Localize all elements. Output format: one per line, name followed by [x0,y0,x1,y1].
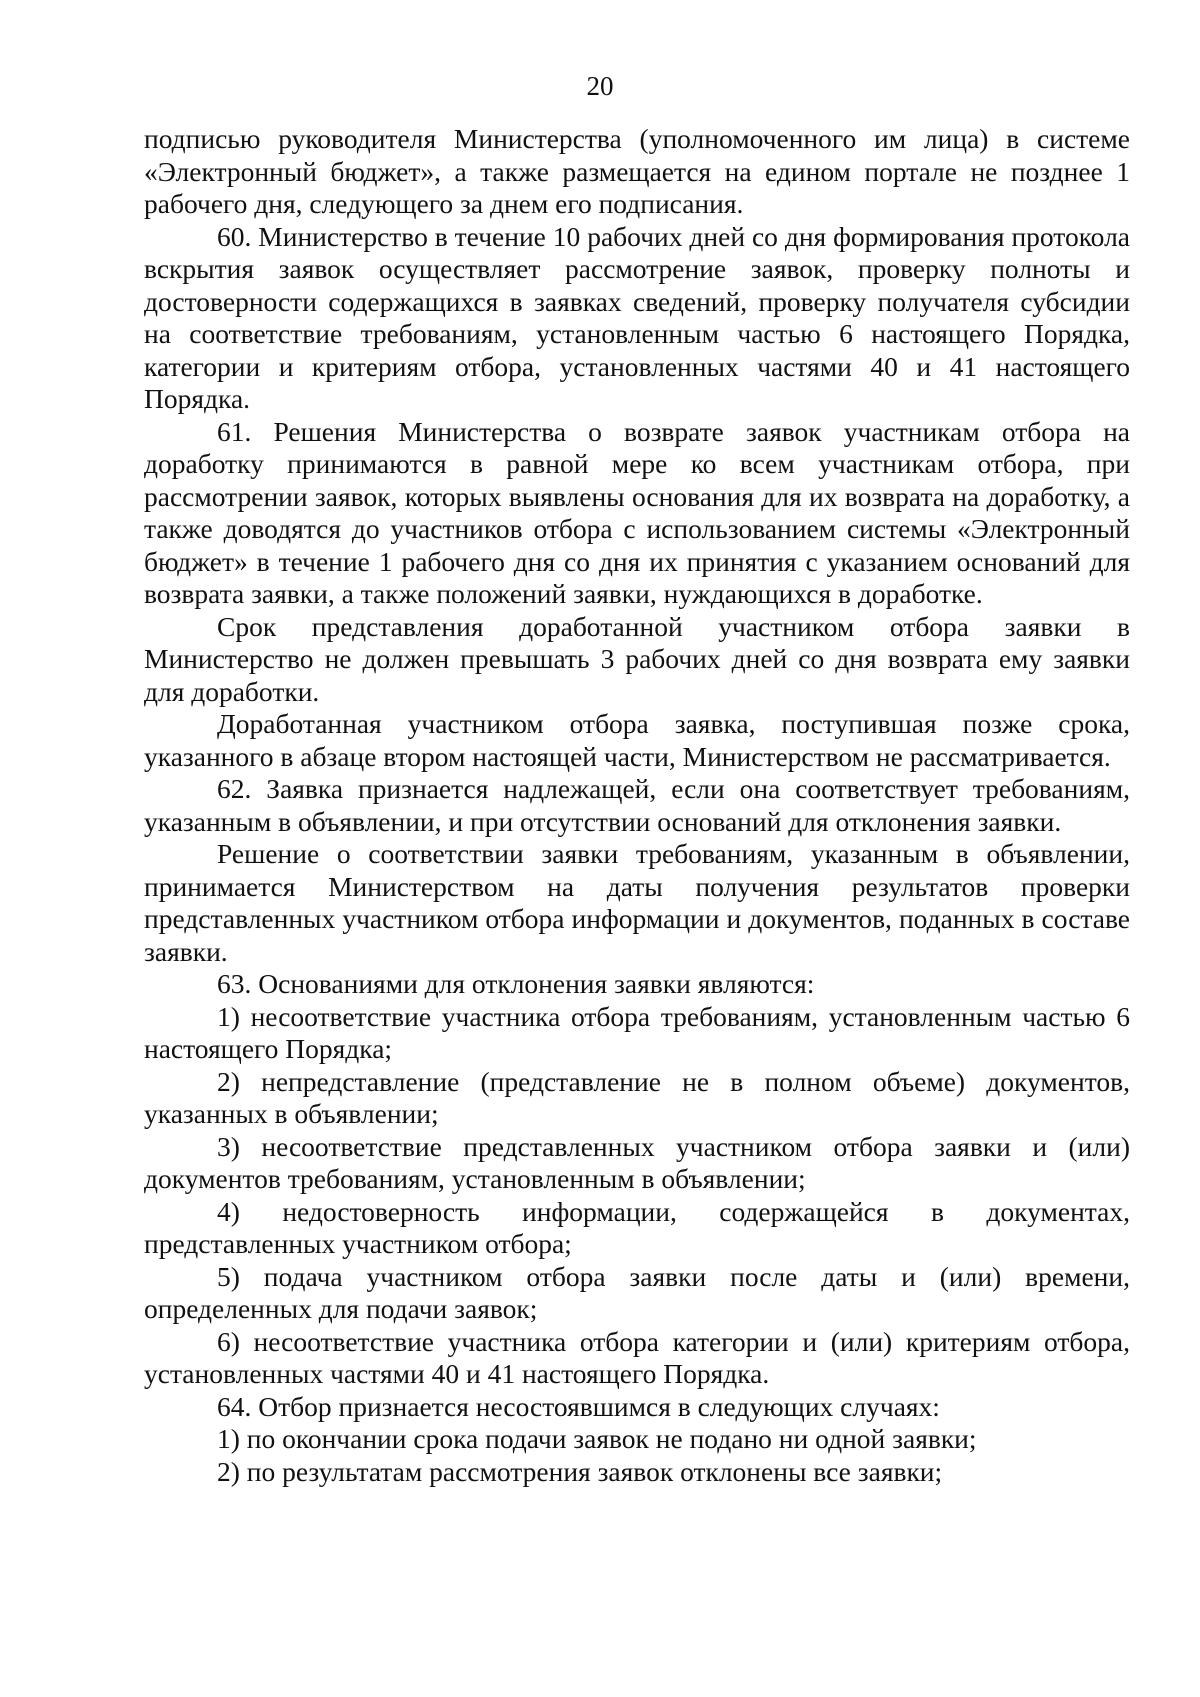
paragraph-62: 62. Заявка признается надлежащей, если она соответствует требованиям, указанным в объявлении, и при отсутствии оснований для отклонения заявки. [144,773,1130,837]
paragraph-61-late-submission: Доработанная участником отбора заявка, поступившая позже срока, указанного в абзаце втором настоящей части, Министерством не рассматривается. [144,708,1130,772]
list-item-63-5: 5) подача участником отбора заявки после даты и (или) времени, определенных для подачи заявок; [144,1260,1130,1324]
list-item-64-2: 2) по результатам рассмотрения заявок отклонены все заявки; [217,1455,943,1487]
paragraph-60: 60. Министерство в течение 10 рабочих дней со дня формирования протокола вскрытия заявок осуществляет рассмотрение заявок, проверку полноты и достоверности содержащихся в заявках сведений, проверку получателя субсидии на соответствие требованиям, установленным частью 6 настоящего Порядка, категории и критериям отбора, установленных частями 40 и 41 настоящего Порядка. [144,220,1130,414]
list-item-63-4: 4) недостоверность информации, содержащейся в документах, представленных участником отбора; [144,1195,1130,1259]
list-item-64-1: 1) по окончании срока подачи заявок не подано ни одной заявки; [217,1423,977,1454]
paragraph-61-deadline: Срок представления доработанной участником отбора заявки в Министерство не должен превышать 3 рабочих дней со дня возврата ему заявки для доработки. [144,610,1130,707]
paragraph-64: 64. Отбор признается несостоявшимся в следующих случаях: [217,1390,940,1422]
list-item-63-6: 6) несоответствие участника отбора категории и (или) критериям отбора, установленных частями 40 и 41 настоящего Порядка. [144,1325,1130,1389]
list-item-63-2: 2) непредставление (представление не в полном объеме) документов, указанных в объявлении; [144,1065,1130,1129]
list-item-63-3: 3) несоответствие представленных участником отбора заявки и (или) документов требованиям, установленным в объявлении; [144,1130,1130,1194]
list-item-63-1: 1) несоответствие участника отбора требованиям, установленным частью 6 настоящего Порядка; [144,1000,1130,1064]
paragraph-continuation: подписью руководителя Министерства (уполномоченного им лица) в системе «Электронный бюджет», а также размещается на едином портале не позднее 1 рабочего дня, следующего за днем его подписания. [144,123,1130,219]
paragraph-61: 61. Решения Министерства о возврате заявок участникам отбора на доработку принимаются в равной мере ко всем участникам отбора, при рассмотрении заявок, которых выявлены основания для их возврата на доработку, а также доводятся до участников отбора с использованием системы «Электронный бюджет» в течение 1 рабочего дня со дня их принятия с указанием оснований для возврата заявки, а также положений заявки, нуждающихся в доработке. [144,415,1130,609]
page-number: 20 [586,71,614,101]
document-body [144,123,1130,1488]
paragraph-62-decision: Решение о соответствии заявки требованиям, указанным в объявлении, принимается Министерством на даты получения результатов проверки представленных участником отбора информации и документов, поданных в составе заявки. [144,838,1130,967]
paragraph-63: 63. Основаниями для отклонения заявки являются: [217,968,815,999]
